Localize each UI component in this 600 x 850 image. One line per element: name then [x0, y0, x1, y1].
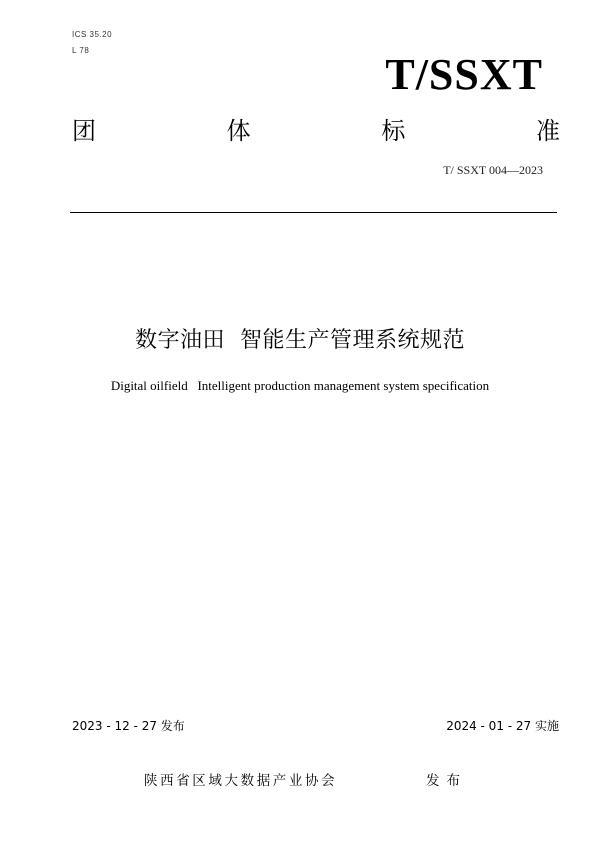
category-char-4: 准 [535, 117, 560, 145]
category-char-1: 团 [72, 117, 96, 145]
ccs-code: L 78 [72, 46, 90, 55]
standard-category [72, 115, 560, 147]
title-chinese: 数字油田 智能生产管理系统规范 [135, 328, 465, 353]
category-char-3: 标 [381, 117, 406, 145]
implement-date: 2024 - 01 - 27 实施 [446, 719, 559, 733]
ics-code: ICS 35.20 [72, 30, 113, 39]
standard-code-logo: T/SSXT [385, 50, 543, 99]
header-divider [70, 212, 557, 213]
publish-date: 2023 - 12 - 27 发布 [72, 719, 185, 733]
category-char-2: 体 [226, 117, 251, 145]
issue-label: 发布 [426, 773, 467, 789]
standard-number: T/ SSXT 004—2023 [443, 163, 543, 177]
issuer-name: 陕西省区域大数据产业协会 [144, 773, 338, 789]
title-english: Digital oilfield Intelligent production management system specification [110, 378, 490, 393]
